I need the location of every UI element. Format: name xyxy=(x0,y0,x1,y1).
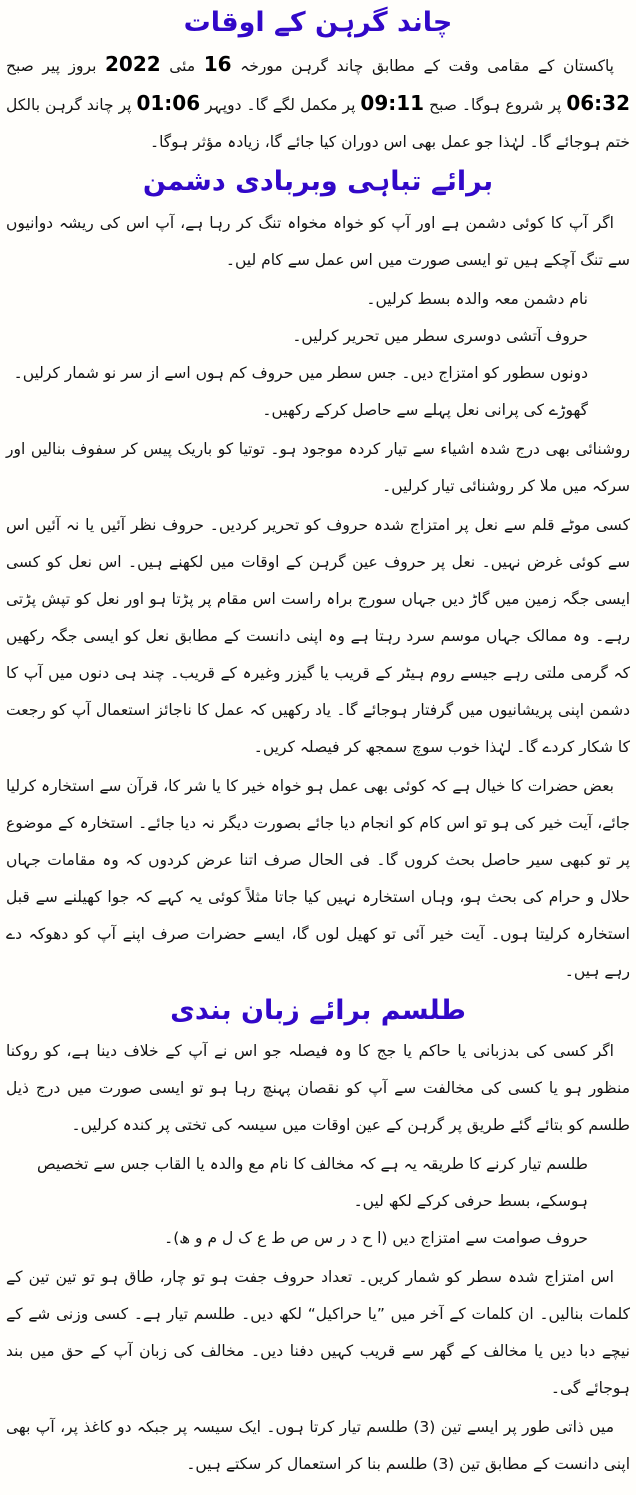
step-horseshoe: گھوڑے کی پرانی نعل پہلے سے حاصل کرکے رکھیں۔ xyxy=(262,400,588,419)
heading-enemy-destruction: برائے تباہی وبربادی دشمن xyxy=(142,165,494,197)
text-run: مئی xyxy=(160,56,204,75)
eclipse-end-time: 01:06 xyxy=(136,90,201,115)
paragraph-enemy-intro: اگر آپ کا کوئی دشمن ہے اور آپ کو خواہ مخواہ تنگ کر رہا ہے، آپ اس کی ریشہ دوانیوں سے تنگ آچکے ہیں تو ایسی صورت میں اس عمل سے کام لیں۔ xyxy=(6,213,630,269)
paragraph-personal-practice: میں ذاتی طور پر ایسے تین (3) طلسم تیار کرتا ہوں۔ ایک سیسہ پر جبکہ دو کاغذ پر، آپ بھی اپنی دانست کے مطابق تین (3) طلسم بنا کر استعمال کر سکتے ہیں۔ xyxy=(6,1418,630,1474)
paragraph-horseshoe-instructions: کسی موٹے قلم سے نعل پر امتزاج شدہ حروف کو تحریر کردیں۔ حروف نظر آئیں یا نہ آئیں اس سے کوئی غرض نہیں۔ نعل پر حروف عین گرہن کے اوقات میں لکھنے ہیں۔ اس نعل کو کسی ایسی جگہ زمین میں گاڑ دیں جہاں سورج براہ راست اس مقام پر پڑتا ہو اور نعل کو تپش پڑتی رہے۔ وہ ممالک جہاں موسم سرد رہتا ہے وہ اپنی دانست کے مطابق نعل کو ایسی جگہ رکھیں کہ گرمی ملتی رہے جیسے روم ہیٹر کے قریب یا گیزر وغیرہ کے قریب۔ چند ہی دنوں میں آپ کا دشمن اپنی پریشانیوں میں گرفتار ہوجائے گا۔ یاد رکھیں کہ عمل کا ناجائز استعمال آپ کو رجعت کا شکار کردے گا۔ لہٰذا خوب سوچ سمجھ کر فیصلہ کریں۔ xyxy=(6,515,630,756)
eclipse-full-time: 09:11 xyxy=(360,90,425,115)
text-run: پاکستان کے مقامی وقت کے مطابق چاند گرہن مورخہ xyxy=(231,56,614,75)
paragraph-talisman-purpose: اگر کسی کی بدزبانی یا حاکم یا جج کا وہ فیصلہ جو اس نے آپ کے خلاف دینا ہے، کو روکنا منظور ہو یا کسی کی مخالفت سے آپ کو نقصان پہنچ رہا ہو تو ایسی صورت میں درج ذیل طلسم کو بتائے گئے طریق پر گرہن کے عین اوقات میں سیسہ کی تختی پر کندہ کرلیں۔ xyxy=(6,1042,630,1135)
eclipse-start-time: 06:32 xyxy=(566,90,630,115)
step-write-enemy-name: نام دشمن معہ والدہ بسط کرلیں۔ xyxy=(366,289,588,308)
step-merge-lines: دونوں سطور کو امتزاج دیں۔ جس سطر میں حروف کم ہوں اسے از سر نو شمار کرلیں۔ xyxy=(13,363,588,382)
text-run: پر مکمل لگے گا۔ دوپہر xyxy=(200,95,361,114)
paragraph-talisman-completion: اس امتزاج شدہ سطر کو شمار کریں۔ تعداد حروف جفت ہو تو چار، طاق ہو تو تین تین کے کلمات بنالیں۔ ان کلمات کے آخر میں ”یا حراکیل“ لکھ دیں۔ طلسم تیار ہے۔ کسی وزنی شے کے نیچے دبا دیں یا مخالف کے گھر سے قریب کہیں دفنا دیں۔ مخالف کی زبان آپ کے حق میں بند ہوجائے گی۔ xyxy=(6,1268,630,1398)
text-run: پر چاند گرہن بالکل ختم ہوجائے گا۔ لہٰذا جو عمل بھی اس دوران کیا جائے گا، زیادہ مؤثر ہوگا۔ xyxy=(6,95,630,151)
step-fiery-letters: حروف آتشی دوسری سطر میں تحریر کرلیں۔ xyxy=(292,326,588,345)
paragraph-istikhara-opinion: بعض حضرات کا خیال ہے کہ کوئی بھی عمل ہو خواہ خیر کا یا شر کا، قرآن سے استخارہ کرلیا جائے، آیت خیر کی ہو تو اس کام کو انجام دیا جائے بصورت دیگر نہ دیا جائے۔ استخارہ کے موضوع پر تو کبھی سیر حاصل بحث کروں گا۔ فی الحال صرف اتنا عرض کردوں کہ وہ مقامات جہاں حلال و حرام کی بحث ہو، وہاں استخارہ نہیں کیا جاتا مثلاً کوئی یہ کہے کہ جوا کھیلنے سے قبل استخارہ کرلیتا ہوں۔ آیت خیر آئی تو کھیل لوں گا، ایسے حضرات صرف اپنے آپ کو دھوکہ دے رہے ہیں۔ xyxy=(6,776,630,980)
heading-tongue-binding-talisman: طلسم برائے زبان بندی xyxy=(170,994,466,1026)
paragraph-eclipse-schedule xyxy=(6,46,630,161)
heading-eclipse-times: چاند گرہن کے اوقات xyxy=(183,7,453,38)
paragraph-ink-preparation: روشنائی بھی درج شدہ اشیاء سے تیار کردہ موجود ہو۔ توتیا کو باریک پیس کر سفوف بنالیں اور سرکہ میں ملا کر روشنائی تیار کرلیں۔ xyxy=(6,439,630,495)
step-talisman-method: طلسم تیار کرنے کا طریقہ یہ ہے کہ مخالف کا نام مع والدہ یا القاب جس سے تخصیص ہوسکے، بسط حرفی کرکے لکھ لیں۔ xyxy=(36,1155,588,1211)
text-run: بروز پیر صبح xyxy=(6,56,105,75)
text-run: پر شروع ہوگا۔ صبح xyxy=(424,95,567,114)
eclipse-date-year: 2022 xyxy=(104,51,161,76)
eclipse-date-day: 16 xyxy=(203,51,232,76)
step-consonant-letters: حروف صوامت سے امتزاج دیں (ا ح د ر س ص ط ع ک ل م و ھ)۔ xyxy=(164,1229,588,1248)
